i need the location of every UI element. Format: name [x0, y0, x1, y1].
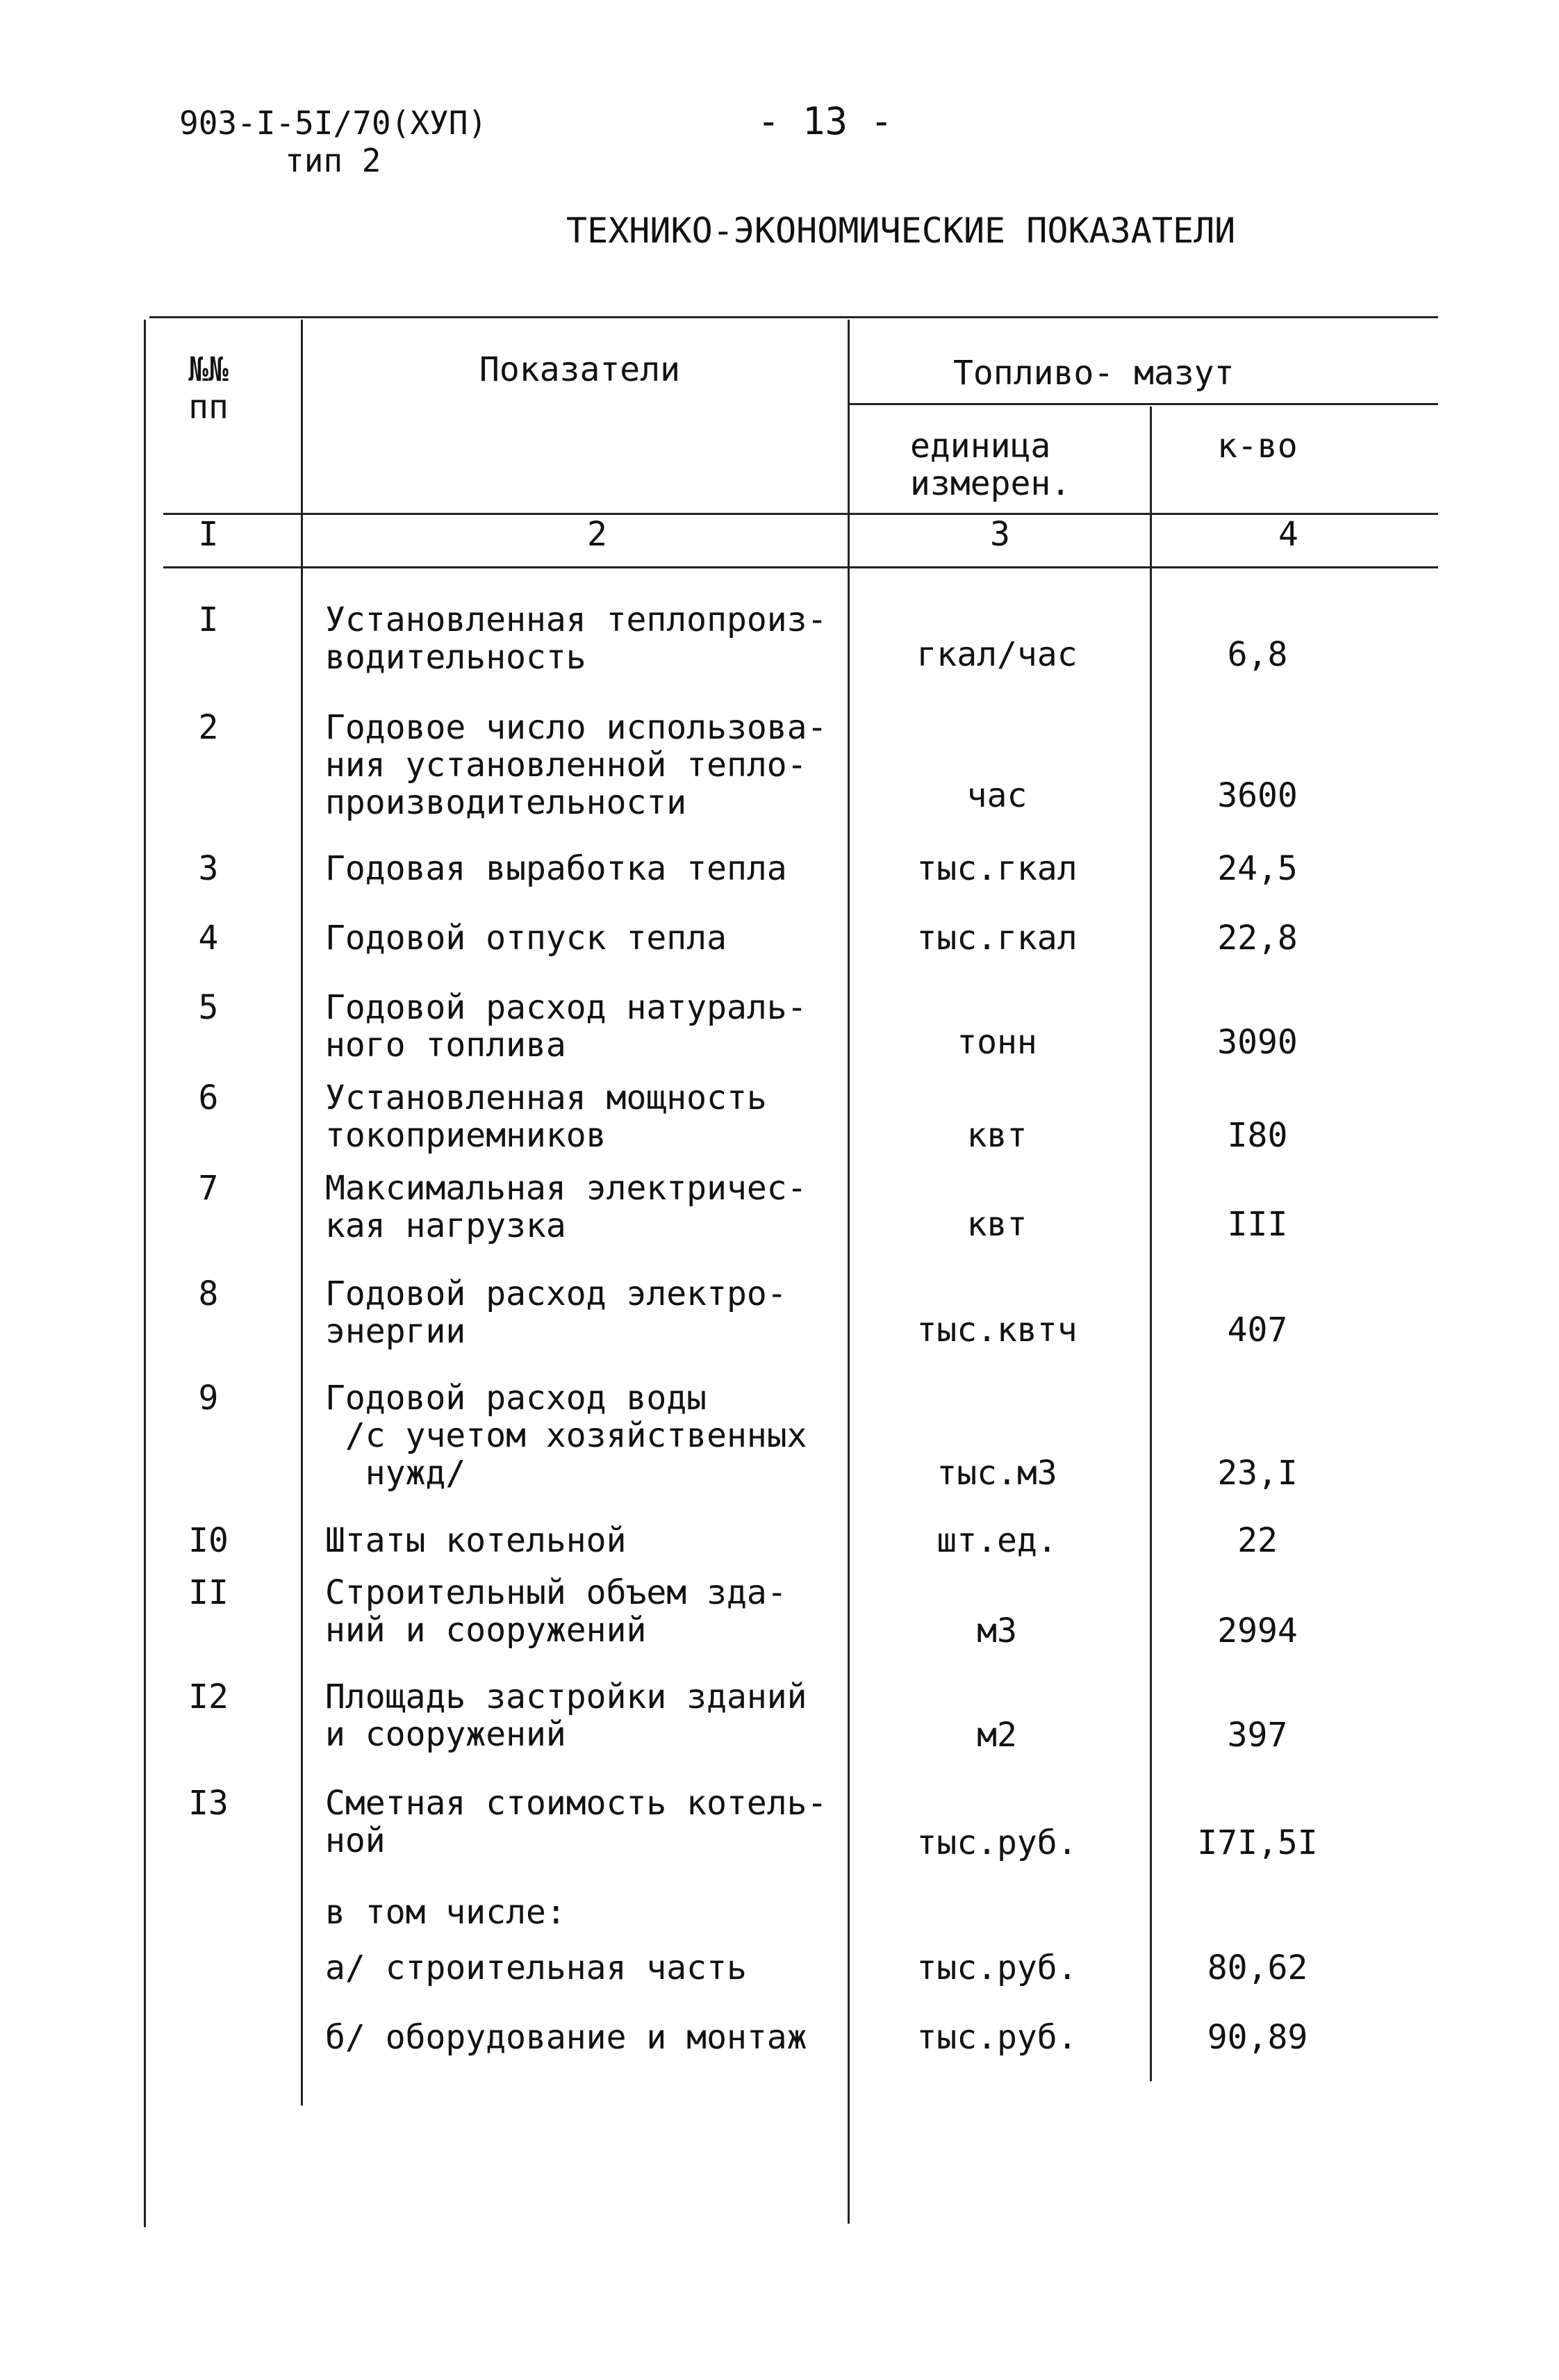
header-number: №№ пп [188, 350, 229, 427]
header-indicators: Показатели [479, 350, 680, 389]
row-2-number: 2 [198, 708, 219, 747]
row-11-value: 2994 [1217, 1611, 1298, 1650]
row-13-value: I7I,5I [1197, 1823, 1318, 1862]
row-8-indicator: Годовой расход электро- энергии [325, 1274, 787, 1351]
column-number-2: 2 [587, 515, 607, 554]
row-13b-indicator: б/ оборудование и монтаж [325, 2018, 807, 2057]
column-number-3: 3 [990, 515, 1010, 554]
row-12-unit: м2 [977, 1716, 1017, 1755]
header-fuel-group: Топливо- мазут [953, 354, 1235, 393]
page-number: - 13 - [757, 99, 893, 143]
row-10-value: 22 [1237, 1521, 1278, 1560]
row-11-number: II [188, 1573, 229, 1612]
row-3-value: 24,5 [1217, 849, 1298, 888]
row-1-number: I [198, 600, 219, 639]
row-1-unit: гкал/час [916, 635, 1078, 674]
column-divider-2 [848, 320, 850, 2224]
row-9-unit: тыс.м3 [937, 1454, 1057, 1493]
row-9-value: 23,I [1217, 1454, 1298, 1493]
column-number-4: 4 [1278, 515, 1298, 554]
row-10-indicator: Штаты котельной [325, 1521, 627, 1560]
row-7-value: III [1227, 1205, 1288, 1244]
row-5-value: 3090 [1217, 1023, 1298, 1062]
row-10-number: I0 [188, 1521, 229, 1560]
row-13a-indicator: а/ строительная часть [325, 1948, 747, 1987]
row-13b-value: 90,89 [1207, 2018, 1308, 2057]
row-13a-value: 80,62 [1207, 1948, 1308, 1987]
row-1-indicator: Установленная теплопроиз- водительность [325, 600, 827, 677]
row-3-indicator: Годовая выработка тепла [325, 849, 787, 888]
including-label: в том числе: [325, 1893, 566, 1932]
header-quantity: к-во [1217, 427, 1298, 466]
document-code: 903-I-5I/70(ХУП) [179, 104, 488, 142]
row-7-number: 7 [198, 1169, 219, 1208]
row-13-indicator: Сметная стоимость котель- ной [325, 1784, 827, 1860]
subheader-rule [849, 403, 1438, 405]
row-5-indicator: Годовой расход натураль- ного топлива [325, 988, 807, 1065]
column-divider-3 [1150, 407, 1152, 2081]
row-7-unit: квт [966, 1205, 1028, 1244]
row-13b-unit: тыс.руб. [916, 2018, 1078, 2057]
row-2-unit: час [966, 776, 1028, 815]
row-12-value: 397 [1227, 1716, 1288, 1755]
table-top-rule [149, 316, 1438, 318]
row-7-indicator: Максимальная электричес- кая нагрузка [325, 1169, 807, 1245]
row-9-indicator: Годовой расход воды /с учетом хозяйственных нужд/ [325, 1379, 807, 1493]
row-5-unit: тонн [957, 1023, 1037, 1062]
row-1-value: 6,8 [1227, 635, 1288, 674]
row-6-value: I80 [1227, 1116, 1288, 1155]
column-number-rule [163, 566, 1438, 568]
row-13a-unit: тыс.руб. [916, 1948, 1078, 1987]
column-number-1: I [198, 515, 219, 554]
row-13-unit: тыс.руб. [916, 1823, 1078, 1862]
row-12-number: I2 [188, 1677, 229, 1716]
row-11-indicator: Строительный объем зда- ний и сооружений [325, 1573, 787, 1650]
row-8-value: 407 [1227, 1311, 1288, 1349]
row-6-number: 6 [198, 1078, 219, 1117]
page-title: ТЕХНИКО-ЭКОНОМИЧЕСКИЕ ПОКАЗАТЕЛИ [566, 211, 1236, 251]
row-8-number: 8 [198, 1274, 219, 1313]
header-bottom-rule [163, 513, 1438, 515]
column-divider-1 [301, 320, 303, 2106]
row-4-indicator: Годовой отпуск тепла [325, 919, 727, 958]
row-2-indicator: Годовое число использова- ния установленной тепло- производительности [325, 708, 827, 822]
row-4-unit: тыс.гкал [916, 919, 1078, 958]
row-8-unit: тыс.квтч [916, 1311, 1078, 1349]
row-4-number: 4 [198, 919, 219, 958]
row-11-unit: м3 [977, 1611, 1017, 1650]
row-5-number: 5 [198, 988, 219, 1027]
row-10-unit: шт.ед. [937, 1521, 1057, 1560]
row-6-indicator: Установленная мощность токоприемников [325, 1078, 767, 1155]
left-border [144, 320, 146, 2227]
header-unit: единица измерен. [910, 427, 1071, 503]
row-6-unit: квт [966, 1116, 1028, 1155]
document-type: тип 2 [285, 142, 381, 179]
row-12-indicator: Площадь застройки зданий и сооружений [325, 1677, 807, 1754]
row-13-number: I3 [188, 1784, 229, 1823]
row-3-unit: тыс.гкал [916, 849, 1078, 888]
row-9-number: 9 [198, 1379, 219, 1418]
row-2-value: 3600 [1217, 776, 1298, 815]
row-3-number: 3 [198, 849, 219, 888]
row-4-value: 22,8 [1217, 919, 1298, 958]
